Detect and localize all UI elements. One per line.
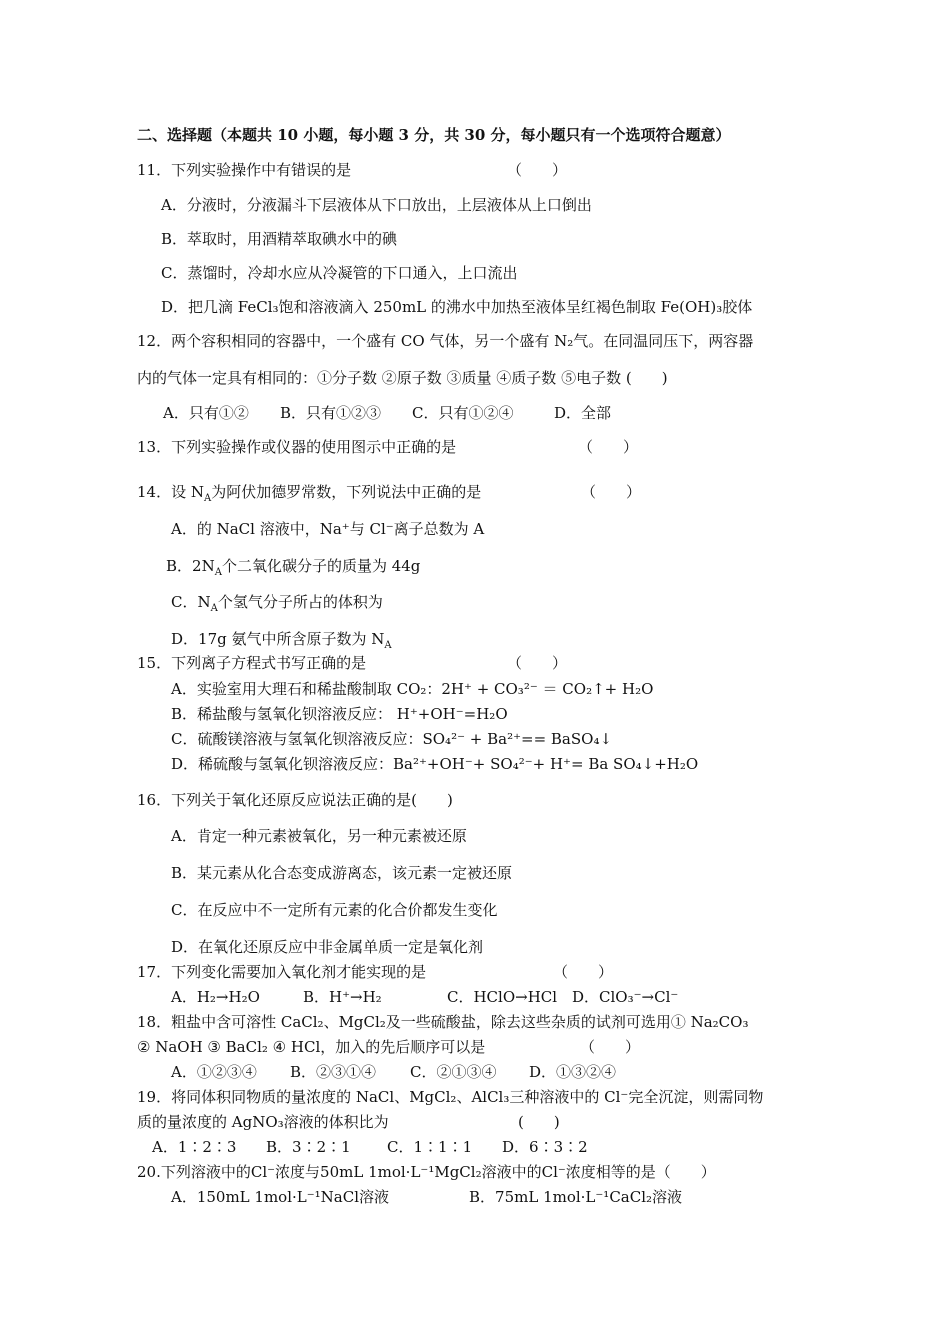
question-18-option-d: D．①③②④ — [529, 1063, 617, 1081]
question-14-stem: 14．设 $N_A$为阿伏加德罗常数，下列说法中正确的是 — [137, 483, 482, 504]
question-12-stem-line-1: 12．两个容积相同的容器中，一个盛有 CO 气体，另一个盛有 N₂气。在同温同压下，两容器 — [137, 332, 754, 350]
question-19-option-a: A．1∶2∶3 — [152, 1138, 237, 1156]
question-18-option-b: B．②③①④ — [290, 1063, 377, 1081]
question-15-bracket: （ ） — [507, 654, 568, 672]
question-12-stem-line-2: 内的气体一定具有相同的：①分子数 ②原子数 ③质量 ④质子数 ⑤电子数 ( ) — [137, 369, 668, 387]
question-11-option-b: B．萃取时，用酒精萃取碘水中的碘 — [161, 230, 398, 248]
question-12-option-b: B．只有①②③ — [280, 404, 382, 422]
question-12-option-d: D．全部 — [554, 404, 612, 422]
question-11-stem: 11．下列实验操作中有错误的是 — [137, 161, 352, 179]
question-20-stem: 20.下列溶液中的Cl⁻浓度与50mL 1mol·L⁻¹MgCl₂溶液中的Cl⁻浓度相等的是（ ） — [137, 1163, 716, 1181]
question-18-option-c: C．②①③④ — [410, 1063, 497, 1081]
question-17-stem: 17．下列变化需要加入氧化剂才能实现的是 — [137, 963, 427, 981]
question-15-option-d: D．稀硫酸与氢氧化钡溶液反应：Ba²⁺+OH⁻+ SO₄²⁻+ H⁺= Ba SO₄↓+H₂O — [171, 755, 699, 773]
question-18-option-a: A．①②③④ — [171, 1063, 257, 1081]
question-17-option-c: C．HClO→HCl — [447, 988, 558, 1006]
question-11-option-c: C．蒸馏时，冷却水应从冷凝管的下口通入，上口流出 — [161, 264, 518, 282]
question-19-stem-line-1: 19．将同体积同物质的量浓度的 NaCl、MgCl₂、AlCl₃三种溶液中的 Cl⁻完全沉淀，则需同物 — [137, 1088, 764, 1106]
question-14-option-a: A．的 NaCl 溶液中，Na⁺与 Cl⁻离子总数为 A — [171, 520, 485, 538]
question-16-option-a: A．肯定一种元素被氧化，另一种元素被还原 — [171, 827, 467, 845]
question-17-option-d: D．ClO₃⁻→Cl⁻ — [572, 988, 679, 1006]
question-14-option-c: C．$N_A$个氢气分子所占的体积为 — [171, 593, 383, 614]
question-14-option-d: D．17g 氨气中所含原子数为 $N_A$ — [171, 630, 392, 651]
question-15-option-a: A．实验室用大理石和稀盐酸制取 CO₂：2H⁺ + CO₃²⁻ ＝ CO₂↑+ H₂O — [171, 680, 654, 698]
question-18-stem-line-1: 18．粗盐中含可溶性 CaCl₂、MgCl₂及一些硫酸盐，除去这些杂质的试剂可选用① Na₂CO₃ — [137, 1013, 749, 1031]
section-heading: 二、选择题（本题共 10 小题，每小题 3 分，共 30 分，每小题只有一个选项符合题意） — [137, 126, 731, 144]
question-16-option-b: B．某元素从化合态变成游离态，该元素一定被还原 — [171, 864, 513, 882]
question-19-option-b: B．3∶2∶1 — [266, 1138, 351, 1156]
question-18-stem-line-2: ② NaOH ③ BaCl₂ ④ HCl，加入的先后顺序可以是 — [137, 1038, 486, 1056]
question-17-option-b: B．H⁺→H₂ — [303, 988, 382, 1006]
question-11-bracket: （ ） — [507, 161, 568, 179]
question-12-option-a: A．只有①② — [163, 404, 249, 422]
question-14-option-b: B．$2N_A$个二氧化碳分子的质量为 44g — [166, 557, 421, 578]
question-11-option-d: D．把几滴 FeCl₃饱和溶液滴入 250mL 的沸水中加热至液体呈红褐色制取 Fe(OH)₃胶体 — [161, 298, 753, 316]
question-20-option-b: B．75mL 1mol·L⁻¹CaCl₂溶液 — [469, 1188, 683, 1206]
question-19-stem-line-2: 质的量浓度的 AgNO₃溶液的体积比为 — [137, 1113, 389, 1131]
question-19-bracket: ( ) — [518, 1113, 560, 1131]
question-13-bracket: （ ） — [578, 438, 639, 456]
question-16-option-c: C．在反应中不一定所有元素的化合价都发生变化 — [171, 901, 498, 919]
question-19-option-c: C．1∶1∶1 — [387, 1138, 473, 1156]
question-15-option-b: B．稀盐酸与氢氧化钡溶液反应： H⁺+OH⁻=H₂O — [171, 705, 508, 723]
question-15-stem: 15．下列离子方程式书写正确的是 — [137, 654, 367, 672]
question-17-bracket: （ ） — [553, 963, 614, 981]
question-15-option-c: C．硫酸镁溶液与氢氧化钡溶液反应：SO₄²⁻ + Ba²⁺== BaSO₄↓ — [171, 730, 613, 748]
question-16-stem: 16．下列关于氧化还原反应说法正确的是( ) — [137, 791, 453, 809]
question-20-option-a: A．150mL 1mol·L⁻¹NaCl溶液 — [171, 1188, 390, 1206]
question-14-bracket: （ ） — [581, 483, 642, 501]
question-16-option-d: D．在氧化还原反应中非金属单质一定是氧化剂 — [171, 938, 484, 956]
question-17-option-a: A．H₂→H₂O — [171, 988, 260, 1006]
question-11-option-a: A．分液时，分液漏斗下层液体从下口放出，上层液体从上口倒出 — [161, 196, 592, 214]
question-19-option-d: D．6∶3∶2 — [502, 1138, 588, 1156]
question-13-stem: 13．下列实验操作或仪器的使用图示中正确的是 — [137, 438, 457, 456]
question-12-option-c: C．只有①②④ — [412, 404, 514, 422]
question-18-bracket: （ ） — [580, 1038, 641, 1056]
